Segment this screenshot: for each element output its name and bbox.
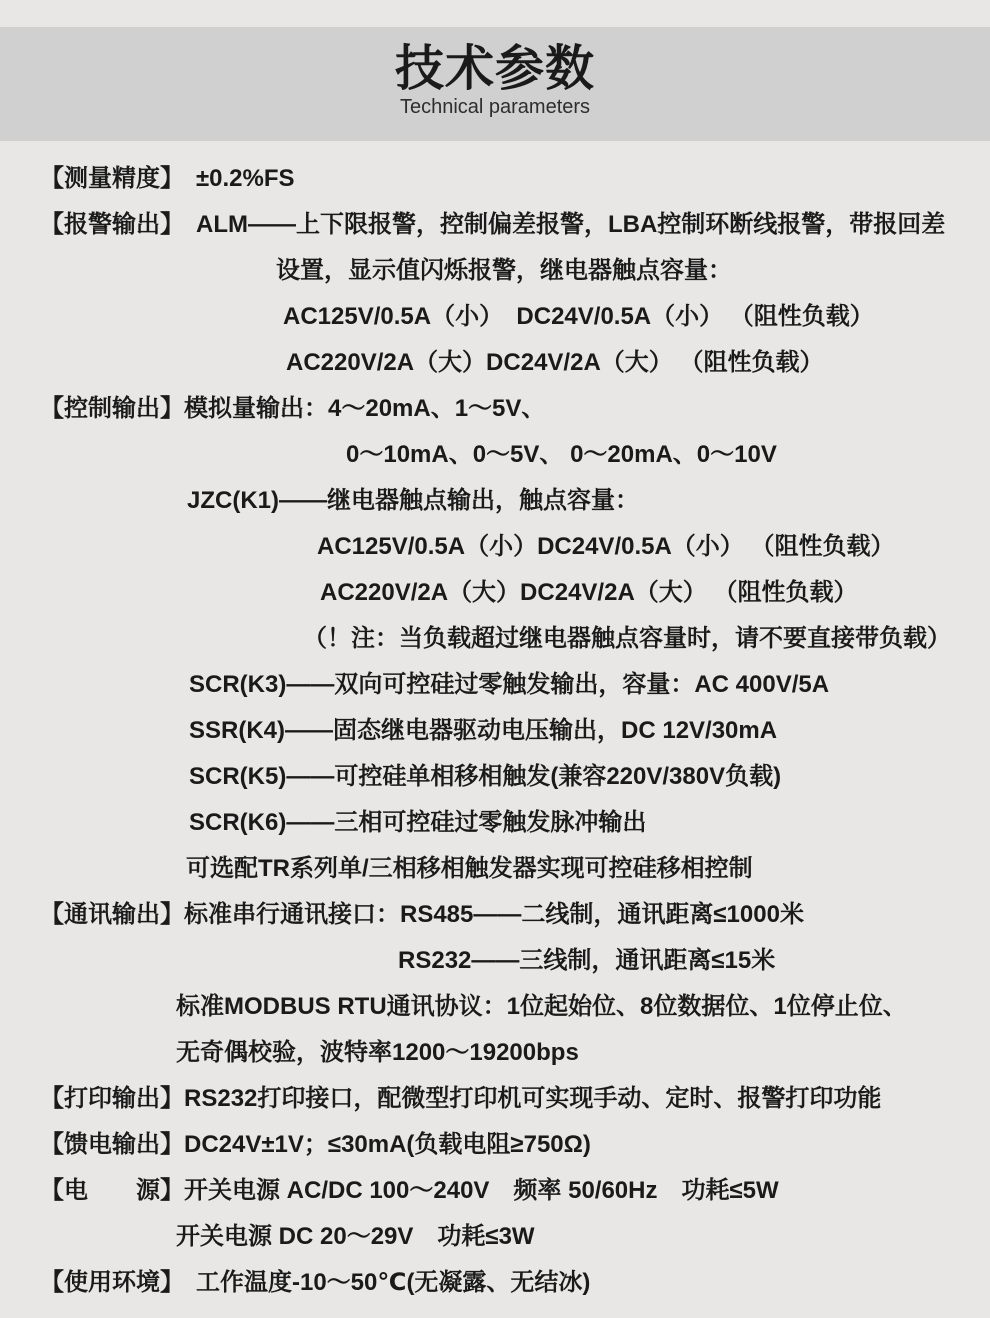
spec-text: JZC(K1)——继电器触点输出，触点容量： (187, 487, 640, 514)
spec-text: RS232——三线制，通讯距离≤15米 (398, 947, 776, 974)
spec-text: 开关电源 AC/DC 100～240V 频率 50/60Hz 功耗≤5W (184, 1177, 779, 1204)
spec-text: SCR(K3)——双向可控硅过零触发输出，容量：AC 400V/5A (189, 671, 830, 698)
spec-line (0, 478, 990, 524)
spec-line (0, 708, 990, 754)
spec-line (0, 800, 990, 846)
spec-line (0, 984, 990, 1030)
page-subtitle: Technical parameters (399, 96, 591, 118)
spec-text: 模拟量输出：4～20mA、1～5V、 (184, 395, 546, 422)
spec-section-label: 【馈电输出】 (40, 1131, 184, 1158)
spec-text: SSR(K4)——固态继电器驱动电压输出，DC 12V/30mA (189, 717, 778, 744)
spec-line (0, 754, 990, 800)
spec-text: RS232打印接口，配微型打印机可实现手动、定时、报警打印功能 (184, 1085, 882, 1112)
spec-text: 可选配TR系列单/三相移相触发器实现可控硅移相控制 (186, 855, 753, 882)
spec-section-label: 【通讯输出】 (40, 901, 184, 928)
spec-line (0, 662, 990, 708)
spec-line (0, 938, 990, 984)
spec-section-label: 【控制输出】 (40, 395, 184, 422)
spec-text: AC220V/2A（大）DC24V/2A（大） （阻性负载） (286, 349, 824, 376)
spec-line (0, 846, 990, 892)
spec-text: DC24V±1V；≤30mA(负载电阻≥750Ω) (184, 1131, 591, 1158)
spec-line (0, 524, 990, 570)
page-title: 技术参数 (394, 42, 595, 96)
spec-text: 工作温度-10～50℃(无凝露、无结冰) (172, 1269, 591, 1296)
spec-line (0, 432, 990, 478)
spec-text: ALM——上下限报警，控制偏差报警，LBA控制环断线报警，带报回差 (172, 211, 946, 238)
spec-text: 无奇偶校验，波特率1200～19200bps (176, 1039, 579, 1066)
spec-text: ±0.2%FS (172, 165, 295, 192)
spec-text: 设置，显示值闪烁报警，继电器触点容量： (276, 257, 732, 284)
spec-line (0, 1030, 990, 1076)
spec-text: AC220V/2A（大）DC24V/2A（大） （阻性负载） (320, 579, 858, 606)
spec-text: （！注：当负载超过继电器触点容量时，请不要直接带负载） (303, 625, 951, 652)
spec-line (0, 386, 990, 432)
spec-section-label: 【使用环境】 (40, 1269, 172, 1296)
spec-text: AC125V/0.5A（小） DC24V/0.5A（小） （阻性负载） (283, 303, 874, 330)
spec-line (0, 1122, 990, 1168)
spec-section-label: 【测量精度】 (40, 165, 172, 192)
spec-line (0, 1260, 990, 1306)
spec-line (0, 616, 990, 662)
spec-line (0, 248, 990, 294)
spec-text: AC125V/0.5A（小）DC24V/0.5A（小） （阻性负载） (317, 533, 895, 560)
spec-text: 标准串行通讯接口：RS485——二线制，通讯距离≤1000米 (184, 901, 804, 928)
spec-text: SCR(K5)——可控硅单相移相触发(兼容220V/380V负载) (189, 763, 782, 790)
spec-line (0, 202, 990, 248)
spec-line (0, 1168, 990, 1214)
spec-text: 开关电源 DC 20～29V 功耗≤3W (176, 1223, 535, 1250)
spec-line (0, 1076, 990, 1122)
header-band (0, 27, 990, 141)
spec-text: SCR(K6)——三相可控硅过零触发脉冲输出 (189, 809, 647, 836)
spec-section-label: 【打印输出】 (40, 1085, 184, 1112)
spec-line (0, 156, 990, 202)
spec-line (0, 294, 990, 340)
spec-section-label: 【电 源】 (40, 1177, 184, 1204)
spec-line (0, 570, 990, 616)
spec-line (0, 892, 990, 938)
spec-text: 标准MODBUS RTU通讯协议：1位起始位、8位数据位、1位停止位、 (176, 993, 907, 1020)
spec-line (0, 1214, 990, 1260)
spec-list (0, 156, 990, 1306)
spec-line (0, 340, 990, 386)
spec-text: 0～10mA、0～5V、 0～20mA、0～10V (346, 441, 777, 468)
spec-section-label: 【报警输出】 (40, 211, 172, 238)
